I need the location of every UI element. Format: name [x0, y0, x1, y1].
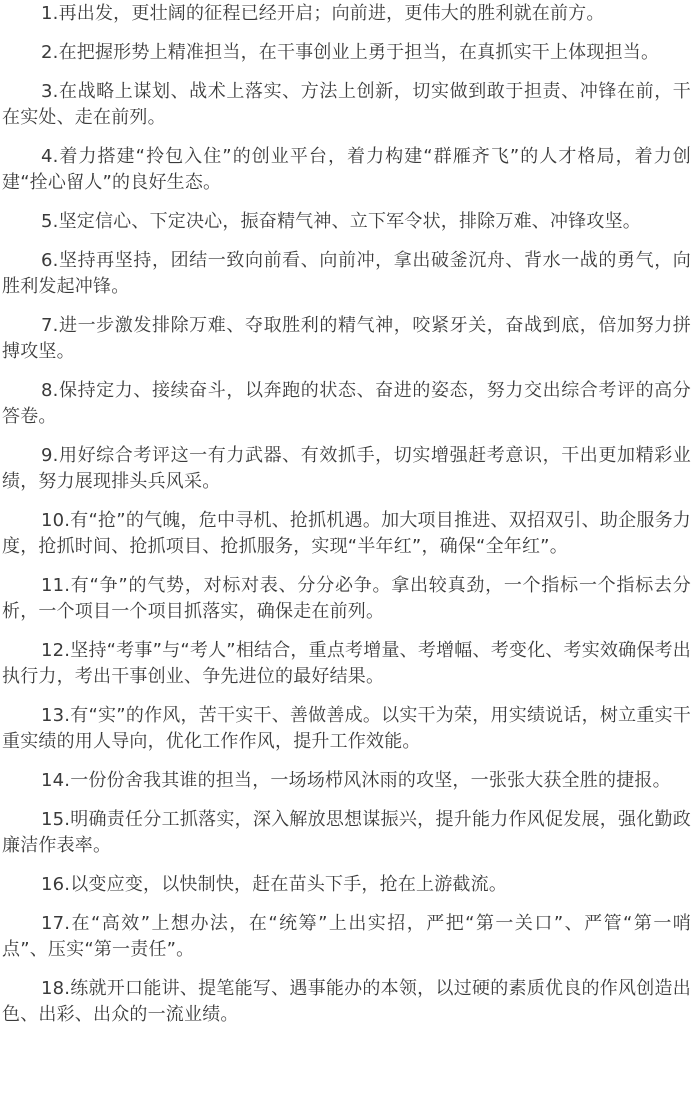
paragraph-6: 6.坚持再坚持，团结一致向前看、向前冲，拿出破釜沉舟、背水一战的勇气，向胜利发起冲锋。 — [2, 250, 691, 297]
paragraph-12: 12.坚持“考事”与“考人”相结合，重点考增量、考增幅、考变化、考实效确保考出执行力，考出干事创业、争先进位的最好结果。 — [2, 640, 691, 687]
paragraph-11: 11.有“争”的气势，对标对表、分分必争。拿出较真劲，一个指标一个指标去分析，一个项目一个项目抓落实，确保走在前列。 — [2, 575, 691, 622]
paragraph-7: 7.进一步激发排除万难、夺取胜利的精气神，咬紧牙关，奋战到底，倍加努力拼搏攻坚。 — [2, 315, 691, 362]
paragraph-15: 15.明确责任分工抓落实，深入解放思想谋振兴，提升能力作风促发展，强化勤政廉洁作表率。 — [2, 809, 691, 856]
paragraph-8: 8.保持定力、接续奋斗，以奔跑的状态、奋进的姿态，努力交出综合考评的高分答卷。 — [2, 380, 691, 427]
paragraph-1: 1.再出发，更壮阔的征程已经开启；向前进，更伟大的胜利就在前方。 — [41, 3, 605, 24]
paragraph-13: 13.有“实”的作风，苦干实干、善做善成。以实干为荣，用实绩说话，树立重实干重实绩的用人导向，优化工作作风，提升工作效能。 — [2, 705, 691, 752]
paragraph-5: 5.坚定信心、下定决心，振奋精气神、立下军令状，排除万难、冲锋攻坚。 — [41, 211, 641, 232]
paragraph-14: 14.一份份舍我其谁的担当，一场场栉风沐雨的攻坚，一张张大获全胜的捷报。 — [41, 770, 671, 791]
paragraph-18: 18.练就开口能讲、提笔能写、遇事能办的本领，以过硬的素质优良的作风创造出色、出彩、出众的一流业绩。 — [2, 978, 691, 1025]
paragraph-17: 17.在“高效”上想办法，在“统筹”上出实招，严把“第一关口”、严管“第一哨点”、压实“第一责任”。 — [2, 913, 691, 960]
paragraph-4: 4.着力搭建“拎包入住”的创业平台，着力构建“群雁齐飞”的人才格局，着力创建“拴心留人”的良好生态。 — [2, 146, 691, 193]
paragraph-9: 9.用好综合考评这一有力武器、有效抓手，切实增强赶考意识，干出更加精彩业绩，努力展现排头兵风采。 — [2, 445, 691, 492]
paragraph-10: 10.有“抢”的气魄，危中寻机、抢抓机遇。加大项目推进、双招双引、助企服务力度，抢抓时间、抢抓项目、抢抓服务，实现“半年红”，确保“全年红”。 — [2, 510, 691, 557]
paragraph-16: 16.以变应变，以快制快，赶在苗头下手，抢在上游截流。 — [41, 874, 508, 895]
paragraph-3: 3.在战略上谋划、战术上落实、方法上创新，切实做到敢于担责、冲锋在前，干在实处、走在前列。 — [2, 81, 691, 128]
paragraph-2: 2.在把握形势上精准担当，在干事创业上勇于担当，在真抓实干上体现担当。 — [41, 42, 660, 63]
